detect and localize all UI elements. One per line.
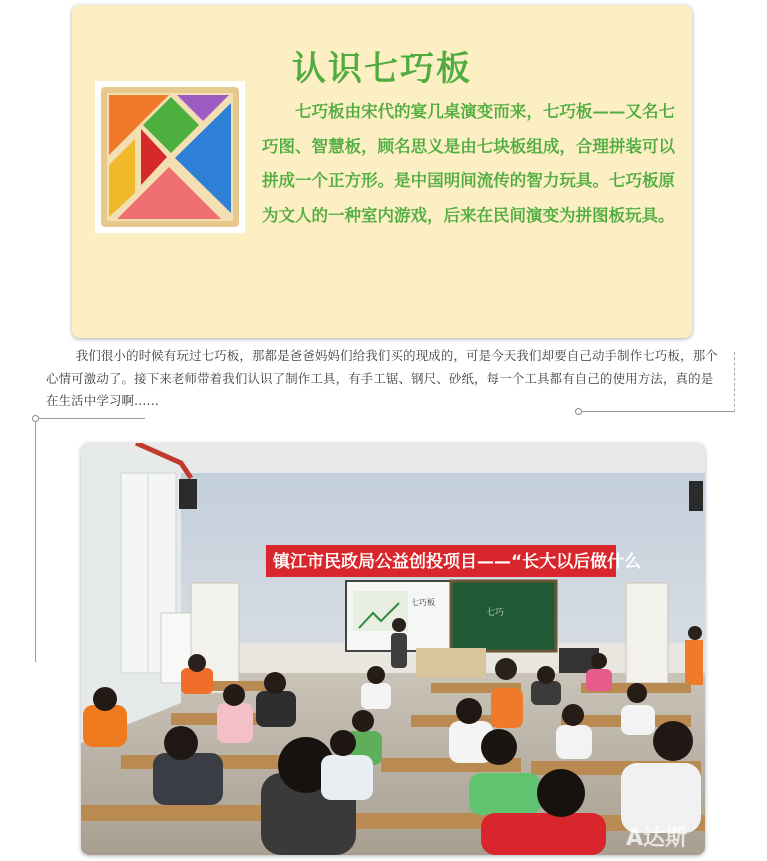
frame-line-left bbox=[35, 422, 36, 662]
intro-card bbox=[72, 5, 692, 338]
tangram-icon bbox=[95, 81, 245, 233]
body-paragraph: 我们很小的时候有玩过七巧板，那都是爸爸妈妈们给我们买的现成的，可是今天我们却要自己动手制作七巧板，那个心情可激动了。接下来老师带着我们认识了制作工具，有手工锯、钢尺、砂纸，每一个工具都有自己的使用方法，真的是在生活中学习啊...... bbox=[46, 348, 718, 408]
blackboard-caption: 七巧 bbox=[486, 608, 505, 618]
classroom-photo bbox=[81, 443, 705, 855]
classroom-scene bbox=[81, 443, 705, 855]
banner-text: 镇江市民政局公益创投项目——“长大以后做什么 bbox=[273, 552, 642, 572]
card-title: 认识七巧板 bbox=[292, 49, 472, 89]
screen-caption: 七巧板 bbox=[411, 598, 435, 607]
frame-dot-left bbox=[32, 415, 39, 422]
tangram-puzzle-image bbox=[95, 81, 245, 233]
watermark-text: A达斯 bbox=[626, 826, 688, 851]
frame-line-right bbox=[734, 352, 735, 412]
card-paragraph: 七巧板由宋代的宴几桌演变而来，七巧板——又名七巧图、智慧板，顾名思义是由七块板组成，合理拼装可以拼成一个正方形。是中国明间流传的智力玩具。七巧板原为文人的一种室内游戏，后来在民间演变为拼图板玩具。 bbox=[262, 102, 675, 225]
frame-line-top-left bbox=[37, 418, 145, 419]
